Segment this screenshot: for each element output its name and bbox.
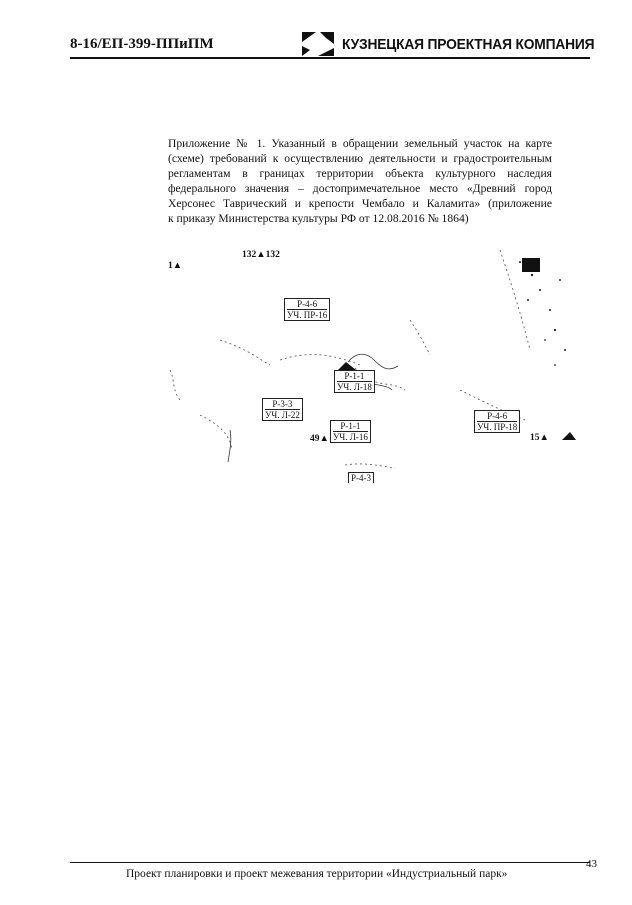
appendix-text-last-line: к приказу Министерства культуры РФ от 12.08.2016 № 1864)	[168, 212, 469, 225]
page-number: 43	[586, 858, 597, 870]
zone-code: Р-1-1	[333, 421, 368, 432]
zone-label	[330, 420, 371, 443]
zone-code: Р-4-6	[287, 299, 327, 310]
document-code: 8-16/ЕП-399-ППиПМ	[70, 36, 214, 52]
map-scheme	[160, 240, 580, 500]
zone-code: Р-3-3	[265, 399, 300, 410]
point-label: 132▲132	[242, 250, 280, 260]
parcel-code: УЧ. ПР-16	[287, 310, 328, 320]
parcel-code: УЧ. Л-18	[337, 382, 372, 392]
footer-title: Проект планировки и проект межевания территории «Индустриальный парк»	[126, 868, 508, 880]
zone-label	[348, 472, 374, 483]
header-divider	[70, 57, 590, 59]
point-label: 49▲	[310, 434, 329, 444]
zone-code: Р-4-3	[351, 473, 371, 483]
point-label: 1▲	[168, 261, 183, 271]
parcel-code: УЧ. ПР-18	[477, 422, 518, 432]
appendix-text: Приложение № 1. Указанный в обращении земельный участок на карте (схеме) требований к осуществлению деятельности и градостроительным регламентам в границах территории объекта культурного наследия федерального значения – достопримечательное место «Древний город Херсонес Таврический и крепости Чембало и Каламита» (приложение	[168, 137, 552, 210]
zone-code: Р-1-1	[337, 371, 372, 382]
zone-label	[262, 398, 303, 421]
footer-divider	[70, 862, 590, 863]
company-name: КУЗНЕЦКАЯ ПРОЕКТНАЯ КОМПАНИЯ	[342, 36, 595, 53]
parcel-code: УЧ. Л-22	[265, 410, 300, 420]
appendix-paragraph	[168, 136, 552, 226]
parcel-code: УЧ. Л-16	[333, 432, 368, 442]
zone-label	[474, 410, 520, 433]
zone-label	[284, 298, 330, 321]
zone-label	[334, 370, 375, 393]
zone-code: Р-4-6	[477, 411, 517, 422]
point-label: 15▲	[530, 433, 549, 443]
company-logo-icon	[300, 30, 336, 58]
